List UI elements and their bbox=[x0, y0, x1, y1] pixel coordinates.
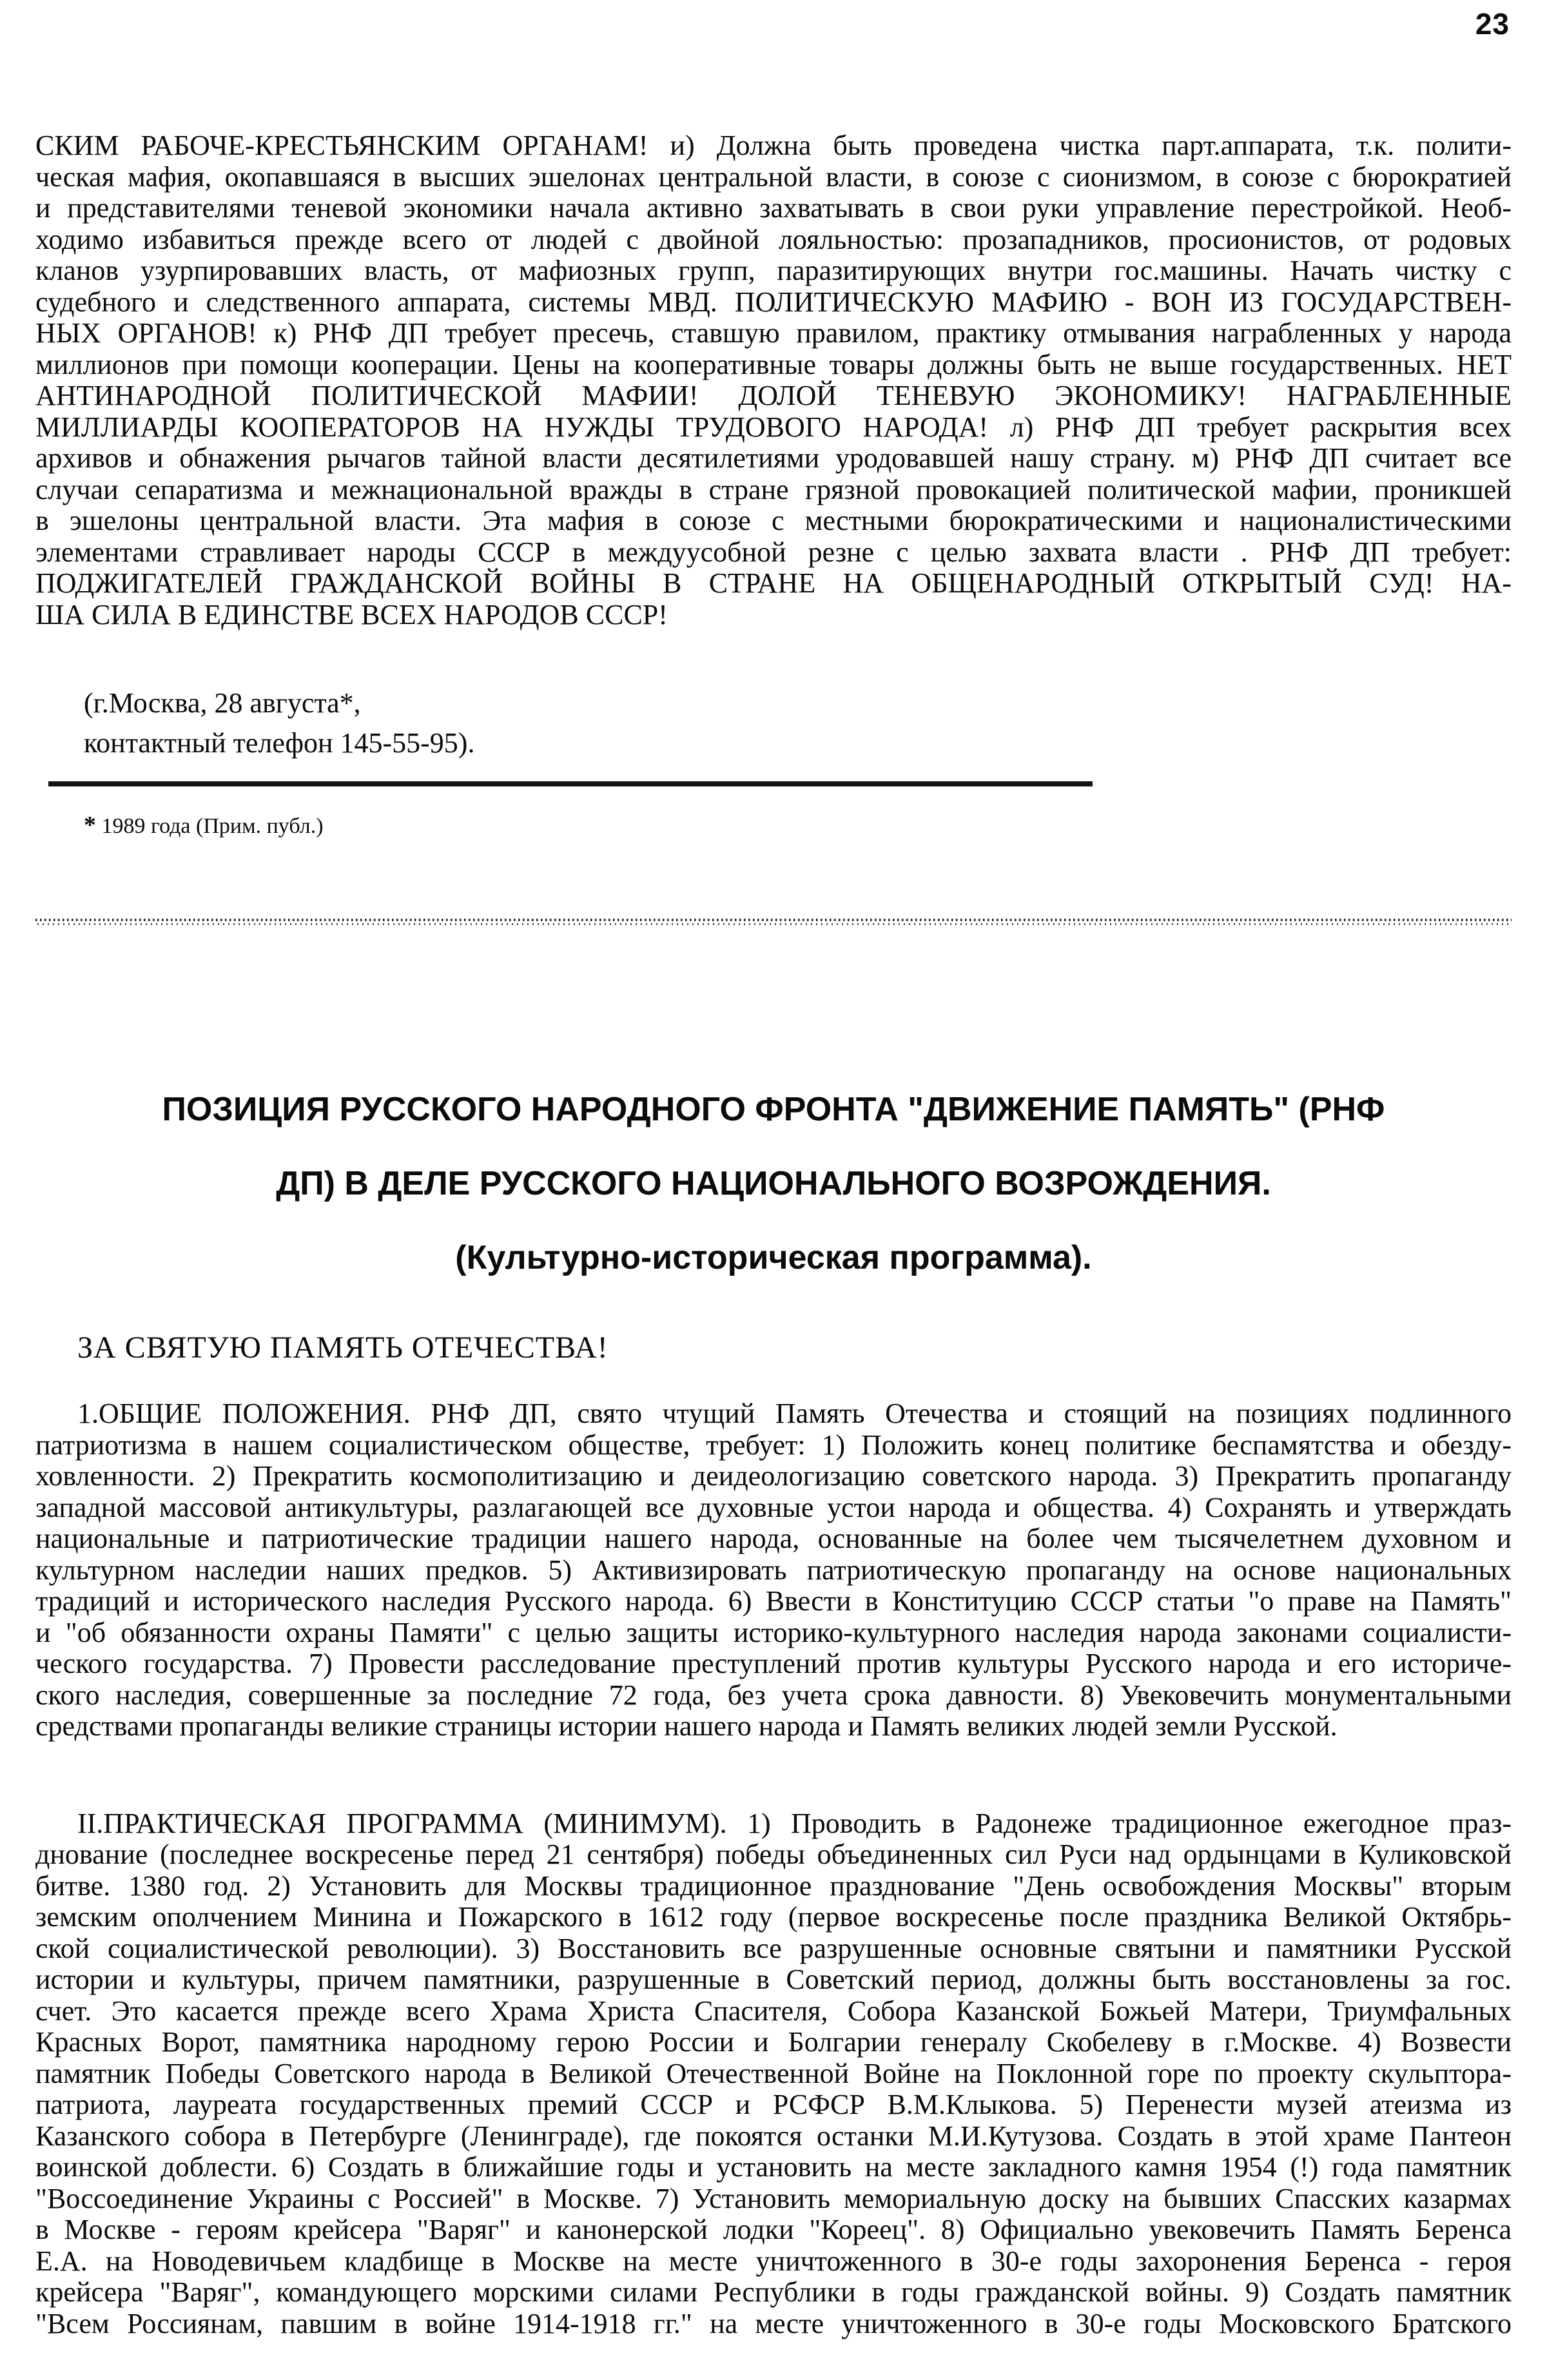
text-line: судебного и следственного аппарата, системы МВД. ПОЛИТИЧЕСКУЮ МАФИЮ - ВОН ИЗ ГОСУДАРСТВЕН- bbox=[35, 286, 1512, 318]
text-line: "Воссоединение Украины с Россией" в Москве. 7) Установить мемориальную доску на бывших Спасских казармах bbox=[35, 2182, 1512, 2214]
text-line: "Всем Россиянам, павшим в войне 1914-1918 гг." на месте уничтоженного в 30-е годы Московского Братского bbox=[35, 2307, 1512, 2339]
text-line: национальные и патриотические традиции нашего народа, основанные на более чем тысячелетнем духовном и bbox=[35, 1523, 1512, 1554]
text-line: патриота, лауреата государственных премий СССР и РСФСР В.М.Клыкова. 5) Перенести музей атеизма из bbox=[35, 2089, 1512, 2120]
text-line: и представителями теневой экономики начала активно захватывать в свои руки управление перестройкой. Необ- bbox=[35, 192, 1512, 224]
section-divider-stipple bbox=[35, 918, 1512, 926]
text-line: днование (последнее воскресенье перед 21 сентября) победы объединенных сил Руси над ордынцами в Куликовской bbox=[35, 1839, 1512, 1870]
text-line: ховленности. 2) Прекратить космополитизацию и деидеологизацию советского народа. 3) Прекратить пропаганду bbox=[35, 1460, 1512, 1492]
text-line: средствами пропаганды великие страницы истории нашего народа и Память великих людей земли Русской. bbox=[35, 1710, 1338, 1742]
footnote bbox=[84, 811, 1512, 841]
text-line: воинской доблести. 6) Создать в ближайшие годы и установить на месте закладного камня 1954 (!) года памятник bbox=[35, 2151, 1512, 2183]
text-line: земским ополчением Минина и Пожарского в 1612 году (первое воскресенье после праздника Великой Октябрь- bbox=[35, 1901, 1512, 1933]
text-line: и "об обязанности охраны Памяти" с целью защиты историко-культурного наследия народа законами социалисти- bbox=[35, 1616, 1512, 1648]
continued-intro-paragraph bbox=[35, 130, 1512, 630]
text-line: истории и культуры, причем памятники, разрушенные в Советский период, должны быть восстановлены за гос. bbox=[35, 1964, 1512, 1995]
text-line: ША СИЛА В ЕДИНСТВЕ ВСЕХ НАРОДОВ СССР! bbox=[35, 598, 668, 630]
text-line: ПОДЖИГАТЕЛЕЙ ГРАЖДАНСКОЙ ВОЙНЫ В СТРАНЕ НА ОБЩЕНАРОДНЫЙ ОТКРЫТЫЙ СУД! НА- bbox=[35, 567, 1512, 599]
text-line: контактный телефон 145-55-95). bbox=[84, 727, 475, 759]
text-line: архивов и обнажения рычагов тайной власти десятилетиями уродовавшей нашу страну. м) РНФ ДП считает все bbox=[35, 442, 1512, 474]
text-line: Красных Ворот, памятника народному герою России и Болгарии генералу Скобелеву в г.Москве. 4) Возвести bbox=[35, 2026, 1512, 2058]
footnote-asterisk: * bbox=[84, 812, 96, 839]
text-line: ческого государства. 7) Провести расследование преступлений против культуры Русского народа и его историче- bbox=[35, 1648, 1512, 1679]
text-line: Казанского собора в Петербурге (Ленинграде), где покоятся останки М.И.Кутузова. Создать в этой храме Пантеон bbox=[35, 2120, 1512, 2152]
general-provisions-paragraph bbox=[35, 1398, 1512, 1742]
text-line: ческая мафия, окопавшаяся в высших эшелонах центральной власти, в союзе с сионизмом, в союзе с бюрократией bbox=[35, 161, 1512, 193]
text-line: МИЛЛИАРДЫ КООПЕРАТОРОВ НА НУЖДЫ ТРУДОВОГО НАРОДА! л) РНФ ДП требует раскрытия всех bbox=[35, 411, 1512, 443]
text-line: крейсера "Варяг", командующего морскими силами Республики в годы гражданской войны. 9) Создать памятник bbox=[35, 2276, 1512, 2308]
text-line: счет. Это касается прежде всего Храма Христа Спасителя, Собора Казанской Божьей Матери, Триумфальных bbox=[35, 1995, 1512, 2027]
text-line: элементами стравливает народы СССР в междуусобной резне с целью захвата власти . РНФ ДП требует: bbox=[35, 536, 1512, 568]
text-line: ского наследия, совершенные за последние 72 года, без учета срока давности. 8) Увековечить монументальными bbox=[35, 1679, 1512, 1711]
text-line: АНТИНАРОДНОЙ ПОЛИТИЧЕСКОЙ МАФИИ! ДОЛОЙ ТЕНЕВУЮ ЭКОНОМИКУ! НАГРАБЛЕННЫЕ bbox=[35, 380, 1512, 411]
text-line: патриотизма в нашем социалистическом обществе, требует: 1) Положить конец политике беспамятства и обезду- bbox=[35, 1429, 1512, 1461]
text-line: НЫХ ОРГАНОВ! к) РНФ ДП требует пресечь, ставшую правилом, практику отмывания награбленных у народа bbox=[35, 317, 1512, 349]
contact-note bbox=[84, 683, 1512, 763]
text-line: ПОЗИЦИЯ РУССКОГО НАРОДНОГО ФРОНТА "ДВИЖЕНИЕ ПАМЯТЬ" (РНФ bbox=[162, 1091, 1385, 1128]
footnote-text: 1989 года (Прим. публ.) bbox=[96, 814, 324, 838]
slogan-heading: ЗА СВЯТУЮ ПАМЯТЬ ОТЕЧЕСТВА! bbox=[77, 1331, 608, 1365]
text-line: памятник Победы Советского народа в Великой Отечественной Войне на Поклонной горе по проекту скульптора- bbox=[35, 2057, 1512, 2089]
text-line: II.ПРАКТИЧЕСКАЯ ПРОГРАММА (МИНИМУМ). 1) Проводить в Радонеже традиционное ежегодное праз- bbox=[77, 1807, 1512, 1839]
page-number: 23 bbox=[1475, 7, 1510, 41]
text-line: традиций и исторического наследия Русского народа. 6) Ввести в Конституцию СССР статьи "о праве на Память" bbox=[35, 1585, 1512, 1617]
text-line: ходимо избавиться прежде всего от людей с двойной лояльностью: прозападников, просионистов, от родовых bbox=[35, 223, 1512, 255]
text-line: Е.А. на Новодевичьем кладбище в Москве на месте уничтоженного в 30-е годы захоронения Беренса - героя bbox=[35, 2245, 1512, 2277]
text-line: СКИМ РАБОЧЕ-КРЕСТЬЯНСКИМ ОРГАНАМ! и) Должна быть проведена чистка парт.аппарата, т.к. полити- bbox=[35, 130, 1512, 161]
footnote-rule bbox=[48, 781, 1093, 786]
text-line: западной массовой антикультуры, разлагающей все духовные устои народа и общества. 4) Сохранять и утверждать bbox=[35, 1491, 1512, 1523]
text-line: битве. 1380 год. 2) Установить для Москвы традиционное празднование "День освобождения Москвы" вторым bbox=[35, 1869, 1512, 1902]
practical-program-paragraph bbox=[35, 1808, 1512, 2340]
text-line: кланов узурпировавших власть, от мафиозных групп, паразитирующих внутри гос.машины. Начать чистку с bbox=[35, 255, 1512, 286]
text-line: культурном наследии наших предков. 5) Активизировать патриотическую пропаганду на основе национальных bbox=[35, 1554, 1512, 1586]
text-line: в эшелоны центральной власти. Эта мафия в союзе с местными бюрократическими и националистическими bbox=[35, 505, 1512, 536]
text-line: ДП) В ДЕЛЕ РУССКОГО НАЦИОНАЛЬНОГО ВОЗРОЖДЕНИЯ. bbox=[276, 1165, 1271, 1202]
text-line: случаи сепаратизма и межнациональной вражды в стране грязной провокацией политической мафии, проникшей bbox=[35, 473, 1512, 505]
text-line: (г.Москва, 28 августа*, bbox=[84, 687, 361, 719]
text-line: в Москве - героям крейсера "Варяг" и канонерской лодки "Кореец". 8) Официально увековечить Память Беренса bbox=[35, 2214, 1512, 2245]
text-line: ской социалистической революции). 3) Восстановить все разрушенные основные святыни и памятники Русской bbox=[35, 1932, 1512, 1964]
document-title bbox=[35, 1073, 1512, 1295]
text-line: миллионов при помощи кооперации. Цены на кооперативные товары должны быть не выше государственных. НЕТ bbox=[35, 348, 1512, 380]
text-line: 1.ОБЩИЕ ПОЛОЖЕНИЯ. РНФ ДП, свято чтущий Память Отечества и стоящий на позициях подлинного bbox=[77, 1398, 1512, 1429]
text-line: (Культурно-историческая программа). bbox=[455, 1239, 1092, 1276]
